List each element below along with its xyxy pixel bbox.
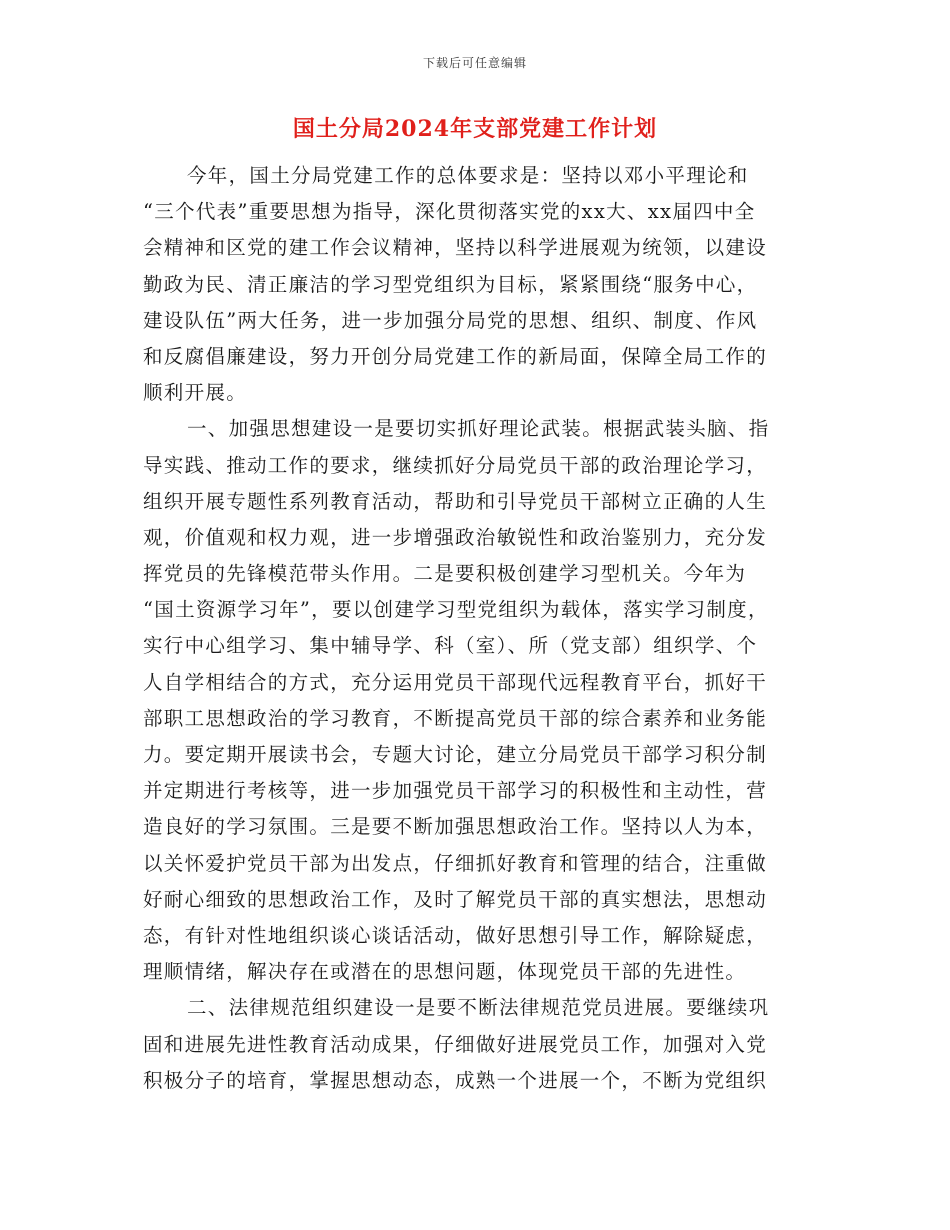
text-line: 挥党员的先锋模范带头作用。二是要积极创建学习型机关。今年为 bbox=[143, 562, 747, 586]
paragraph-intro bbox=[143, 158, 803, 411]
text-line: “三个代表”重要思想为指导，深化贯彻落实党的xx大、xx届四中全 bbox=[143, 200, 756, 224]
text-line: 人自学相结合的方式，充分运用党员干部现代远程教育平台，抓好干 bbox=[143, 670, 768, 694]
text-line: 观，价值观和权力观，进一步增强政治敏锐性和政治鉴别力，充分发 bbox=[143, 525, 768, 549]
text-line: 部职工思想政治的学习教育，不断提高党员干部的综合素养和业务能 bbox=[143, 706, 768, 730]
text-line: 实行中心组学习、集中辅导学、科（室）、所（党支部）组织学、个 bbox=[143, 634, 758, 658]
text-line: 导实践、推动工作的要求，继续抓好分局党员干部的政治理论学习， bbox=[143, 453, 768, 477]
text-line: 今年，国土分局党建工作的总体要求是：坚持以邓小平理论和 bbox=[187, 164, 749, 187]
text-line: 勤政为民、清正廉洁的学习型党组织为目标，紧紧围绕“服务中心， bbox=[143, 272, 758, 296]
text-line: 和反腐倡廉建设，努力开创分局党建工作的新局面，保障全局工作的 bbox=[143, 344, 768, 368]
text-line: 态，有针对性地组织谈心谈话活动，做好思想引导工作，解除疑虑， bbox=[143, 923, 768, 947]
text-line: 力。要定期开展读书会，专题大讨论，建立分局党员干部学习积分制 bbox=[143, 743, 768, 766]
text-line: 顺利开展。 bbox=[143, 381, 248, 405]
text-line: 建设队伍”两大任务，进一步加强分局党的思想、组织、制度、作风 bbox=[143, 308, 758, 332]
text-line: 组织开展专题性系列教育活动，帮助和引导党员干部树立正确的人生 bbox=[143, 489, 768, 513]
paragraph-section-1 bbox=[143, 411, 803, 990]
text-line: 一、加强思想建设一是要切实抓好理论武装。根据武装头脑、指 bbox=[187, 417, 770, 441]
text-line: 好耐心细致的思想政治工作，及时了解党员干部的真实想法，思想动 bbox=[143, 887, 768, 911]
document-body bbox=[143, 158, 803, 1099]
paragraph-section-2 bbox=[143, 990, 803, 1099]
text-line: 固和进展先进性教育活动成果，仔细做好进展党员工作，加强对入党 bbox=[143, 1032, 768, 1056]
text-line: 积极分子的培育，掌握思想动态，成熟一个进展一个，不断为党组织 bbox=[143, 1068, 768, 1092]
text-line: 二、法律规范组织建设一是要不断法律规范党员进展。要继续巩 bbox=[187, 996, 770, 1020]
text-line: “国土资源学习年”，要以创建学习型党组织为载体，落实学习制度， bbox=[143, 598, 769, 622]
document-title: 国土分局2024年支部党建工作计划 bbox=[292, 116, 658, 142]
text-line: 会精神和区党的建工作会议精神，坚持以科学进展观为统领，以建设 bbox=[143, 236, 768, 260]
text-line: 造良好的学习氛围。三是要不断加强思想政治工作。坚持以人为本， bbox=[143, 815, 768, 839]
text-line: 理顺情绪，解决存在或潜在的思想问题，体现党员干部的先进性。 bbox=[143, 960, 747, 984]
text-line: 并定期进行考核等，进一步加强党员干部学习的积极性和主动性，营 bbox=[143, 779, 768, 803]
text-line: 以关怀爱护党员干部为出发点，仔细抓好教育和管理的结合，注重做 bbox=[143, 851, 768, 875]
header-note: 下载后可任意编辑 bbox=[422, 56, 527, 70]
